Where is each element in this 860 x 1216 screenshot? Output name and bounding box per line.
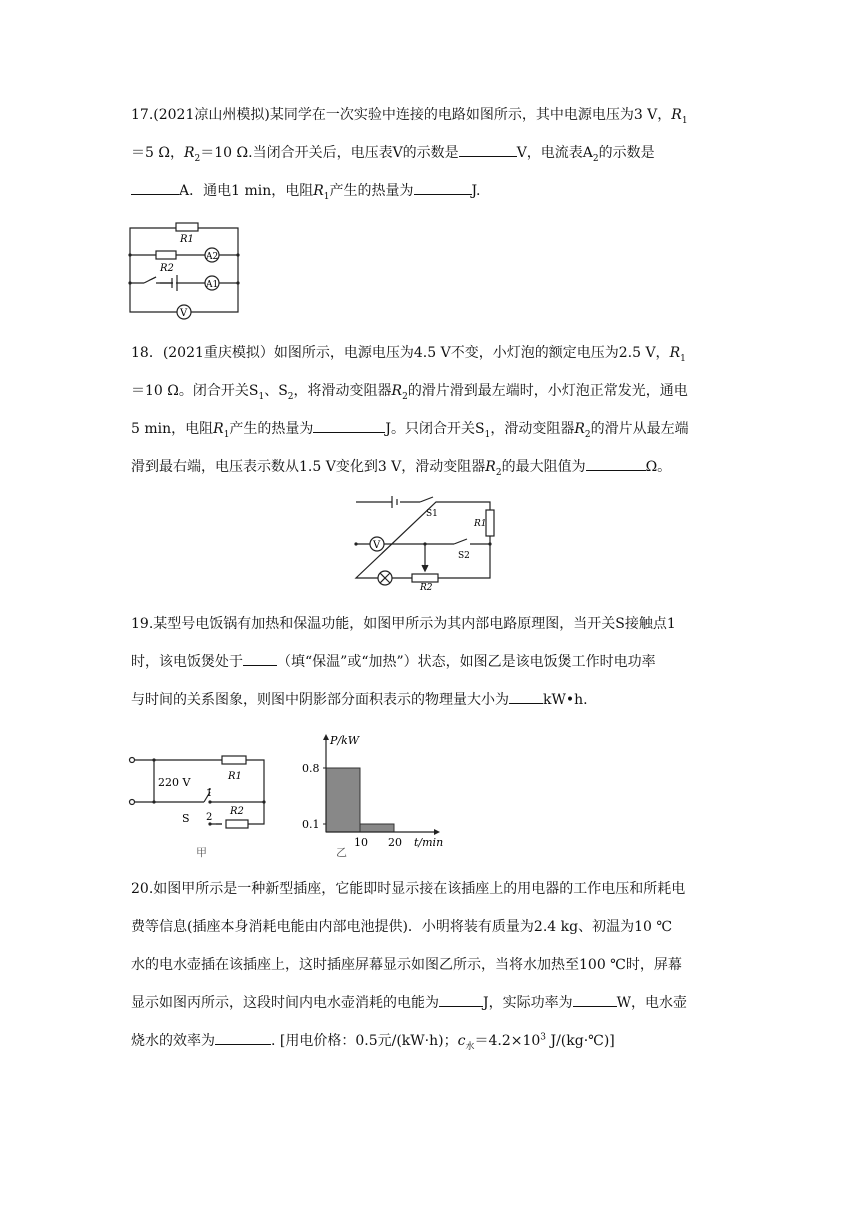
y-axis-arrow — [323, 734, 329, 740]
x-axis-label: t/min — [414, 836, 444, 849]
q20-line-2: 费等信息(插座本身消耗电能由内部电池提供)．小明将装有质量为2.4 kg、初温为10 ℃ — [131, 919, 673, 935]
x-tick-label: 10 — [354, 836, 368, 849]
answer-blank[interactable] — [586, 458, 646, 471]
q19-line-3: 与时间的关系图象，则图中阴影部分面积表示的物理量大小为 kW•h. — [131, 692, 588, 708]
r1-label: R1 — [474, 519, 487, 529]
answer-blank[interactable] — [414, 182, 472, 195]
s2-label: S2 — [458, 551, 470, 561]
answer-blank[interactable] — [459, 144, 517, 157]
q20-line-4: 显示如图丙所示，这段时间内电水壶消耗的电能为 J，实际功率为 W，电水壶 — [131, 995, 688, 1011]
q17-circuit-diagram — [126, 220, 242, 324]
ammeter-a1-label: A1 — [206, 280, 219, 290]
figure-caption-jia: 甲 — [196, 846, 207, 859]
question-18 — [131, 334, 731, 486]
answer-blank[interactable] — [509, 691, 543, 704]
contact-1-label: 1 — [206, 788, 213, 799]
q18-line-4: 滑到最右端，电压表示数从1.5 V变化到3 V，滑动变阻器$R_2$的最大阻值为 Ω。 — [131, 459, 672, 478]
voltage-label: 220 V — [158, 776, 191, 789]
answer-blank[interactable] — [573, 994, 617, 1007]
chart-bar — [326, 768, 360, 832]
answer-blank[interactable] — [131, 182, 179, 195]
r2-label: R2 — [230, 806, 244, 817]
question-17 — [131, 96, 731, 210]
q20-line-3: 水的电水壶插在该插座上，这时插座屏幕显示如图乙所示，当将水加热至100 ℃时，屏幕 — [131, 957, 682, 973]
s1-label: S1 — [426, 509, 438, 519]
q18-circuit-diagram — [348, 494, 498, 590]
q19-line-1: 19.某型号电饭锅有加热和保温功能，如图甲所示为其内部电路原理图，当开关S接触点1 — [131, 616, 676, 632]
answer-blank[interactable] — [439, 994, 483, 1007]
q20-line-5: 烧水的效率为 . [用电价格：0.5元/(kW·h)；$c_水=4.2\times 10^3$ J/(kg·℃)] — [131, 1032, 615, 1052]
q17-line-3: A．通电1 min，电阻$R_1$产生的热量为 J. — [131, 172, 731, 210]
voltmeter-label: V — [373, 540, 381, 551]
y-tick-label: 0.1 — [302, 818, 320, 831]
r1-label: R1 — [180, 234, 194, 245]
q19-power-time-chart — [296, 732, 448, 860]
r2-label: R2 — [160, 263, 174, 274]
q19-circuit-diagram-a — [126, 752, 272, 860]
contact-2-label: 2 — [206, 812, 213, 823]
q18-line-3: 5 min，电阻$R_1$产生的热量为 J。只闭合开关$S_1$，滑动变阻器$R_2$的滑片从最左端 — [131, 421, 689, 440]
ammeter-a2-label: A2 — [206, 252, 219, 262]
y-tick-label: 0.8 — [302, 762, 320, 775]
x-tick-label: 20 — [388, 836, 402, 849]
switch-s-label: S — [182, 812, 190, 825]
chart-bar — [360, 824, 394, 832]
q19-line-2: 时，该电饭煲处于 （填“保温”或“加热”）状态，如图乙是该电饭煲工作时电功率 — [131, 654, 656, 670]
answer-blank[interactable] — [215, 1032, 271, 1045]
question-20 — [131, 870, 731, 1060]
y-axis-label: P/kW — [330, 734, 360, 747]
q20-line-1: 20.如图甲所示是一种新型插座，它能即时显示接在该插座上的用电器的工作电压和所耗电 — [131, 881, 686, 897]
figure-caption-yi: 乙 — [336, 846, 347, 859]
answer-blank[interactable] — [313, 420, 385, 433]
voltmeter-label: V — [180, 308, 188, 319]
r1-label: R1 — [228, 771, 242, 782]
q18-line-2: ＝10 Ω。闭合开关$S_1$、$S_2$，将滑动变阻器$R_2$的滑片滑到最左端时，小灯泡正常发光，通电 — [131, 383, 688, 402]
q18-line-1: 18．(2021重庆模拟）如图所示，电源电压为4.5 V不变，小灯泡的额定电压为2.5 V，$R_1$ — [131, 345, 686, 364]
answer-blank[interactable] — [243, 653, 277, 666]
q17-line-2: ＝5 Ω，$R_2=10$ Ω.当闭合开关后，电压表V的示数是 V，电流表$A_2$的示数是 — [131, 145, 655, 164]
q17-line-1: 17.(2021凉山州模拟)某同学在一次实验中连接的电路如图所示，其中电源电压为3 V，$R_1$ — [131, 107, 688, 126]
question-19 — [131, 605, 731, 719]
x-axis-arrow — [434, 829, 440, 835]
r2-label: R2 — [420, 583, 433, 590]
